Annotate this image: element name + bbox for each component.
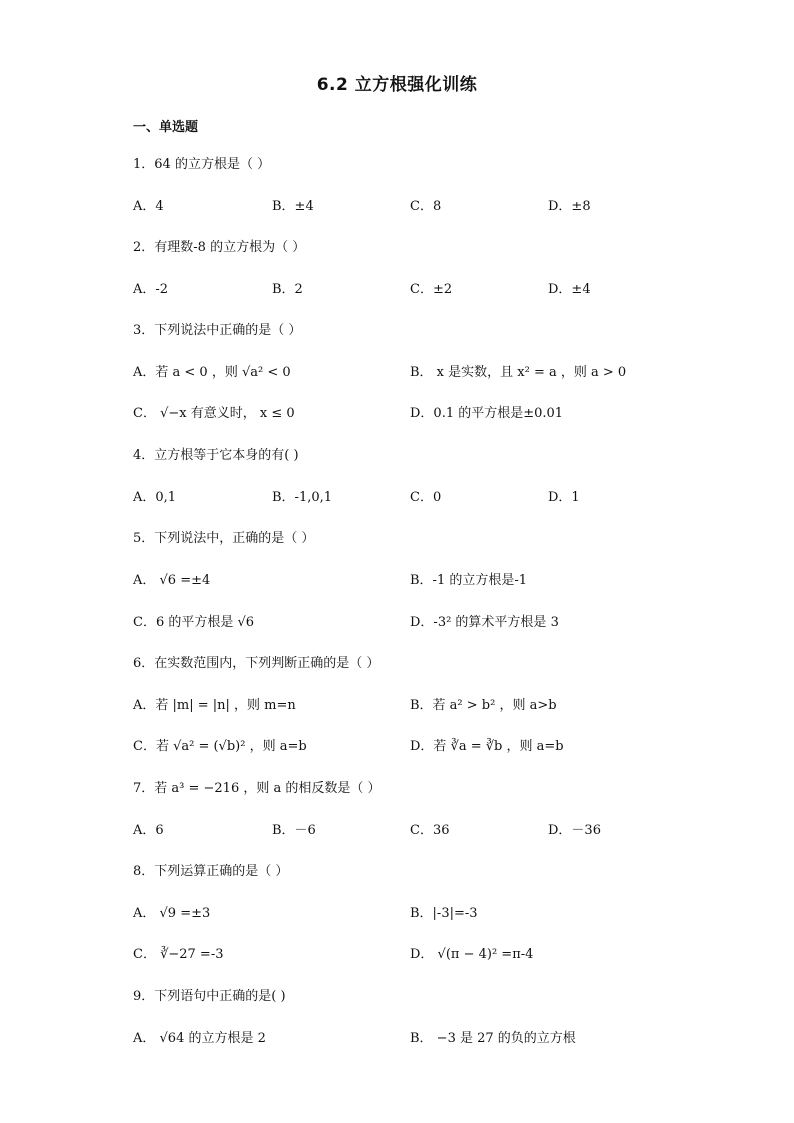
document-title: 6.2 立方根强化训练 [316,75,478,95]
option-c: C． ∛−27 =-3 [133,947,224,962]
option-d: D． √(π − 4)² =π-4 [410,947,534,962]
question-stem: 9．下列语句中正确的是( ) [133,989,286,1004]
question-stem: 8．下列运算正确的是（ ） [133,864,289,879]
option-d: D．1 [548,490,580,505]
option-d: D．±8 [548,199,591,214]
option-d: D．±4 [548,282,591,297]
option-a: A． √64 的立方根是 2 [133,1031,266,1046]
section-heading: 一、单选题 [133,120,199,135]
question-stem: 5．下列说法中，正确的是（ ） [133,531,315,546]
option-d: D．－36 [548,823,601,838]
option-a: A． √6 =±4 [133,573,211,588]
option-c: C．8 [410,199,442,214]
option-b: B．－6 [272,823,316,838]
option-d: D．0.1 的平方根是±0.01 [410,406,564,421]
option-c: C．0 [410,490,442,505]
option-b: B．±4 [272,199,314,214]
option-c: C．±2 [410,282,453,297]
option-b: B．2 [272,282,303,297]
option-a: A．6 [133,823,164,838]
option-b: B． −3 是 27 的负的立方根 [410,1031,576,1046]
option-a: A．-2 [133,282,169,297]
question-stem: 7．若 a³ = −216 ，则 a 的相反数是（ ） [133,781,381,796]
option-c: C．若 √a² = (√b)² ，则 a=b [133,739,307,754]
option-d: D．-3² 的算术平方根是 3 [410,615,559,630]
option-a: A．4 [133,199,164,214]
question-stem: 3．下列说法中正确的是（ ） [133,323,302,338]
option-b: B． x 是实数，且 x² = a ，则 a > 0 [410,365,627,380]
option-b: B．若 a² > b² ，则 a>b [410,698,557,713]
option-a: A．若 a < 0 ，则 √a² < 0 [133,365,291,380]
option-a: A．0,1 [133,490,177,505]
option-b: B．|-3|=-3 [410,906,478,921]
question-stem: 1．64 的立方根是（ ） [133,157,271,172]
option-d: D．若 ∛a = ∛b ，则 a=b [410,739,564,754]
option-c: C． √−x 有意义时， x ≤ 0 [133,406,295,421]
option-b: B．-1 的立方根是-1 [410,573,528,588]
question-stem: 4．立方根等于它本身的有( ) [133,448,299,463]
option-a: A．若 |m| = |n| ，则 m=n [133,698,296,713]
option-a: A． √9 =±3 [133,906,211,921]
option-b: B．-1,0,1 [272,490,333,505]
question-stem: 2．有理数-8 的立方根为（ ） [133,240,306,255]
question-stem: 6．在实数范围内，下列判断正确的是（ ） [133,656,380,671]
option-c: C．36 [410,823,450,838]
option-c: C．6 的平方根是 √6 [133,615,255,630]
